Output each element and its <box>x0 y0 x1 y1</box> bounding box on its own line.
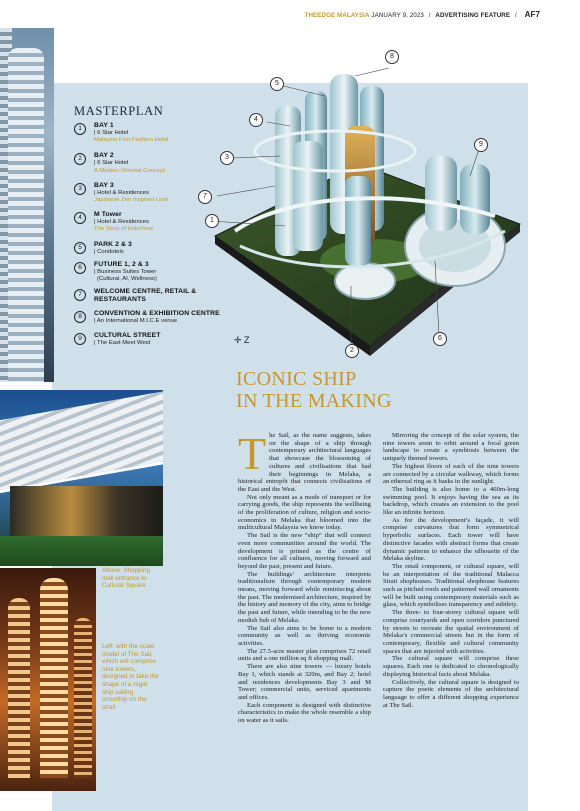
article-paragraph: The highest floors of each of the nine towers are connected by a circular walkway, which forms an ethereal ring as it basks in the sunlight. <box>383 462 519 486</box>
masterplan-item-type: | Business Suites Tower <box>94 268 157 275</box>
masterplan-item-name: CONVENTION & EXHIBITION CENTRE <box>94 310 220 318</box>
article-paragraph: The Sail is the new “ship” that will connect even more communities around the world. The development is primed as the centre of confluence for all cultures, moving forward and beyond the past, present and future. <box>238 532 371 570</box>
article-paragraph: There are also nine towers — luxury hotels Bay 1, which stands at 320m, and Bay 2; hotel and residences developments Bay 3 and M Tower; commercial units, serviced apartments and offices. <box>238 663 371 701</box>
page-number: AF7 <box>524 10 540 19</box>
masterplan-number: 1 <box>74 123 86 135</box>
masterplan-item-type: | Hotel & Residences <box>94 219 149 226</box>
article-paragraph: The buildings’ architecture interprets traditionalism through contemporary modern means, moving forward while reminiscing about the past. The modernised architecture, inspired by the history and memory of the city, aims to bridge the past and future, while intending to be the new modish hub of Melaka. <box>238 570 371 624</box>
masterplan-item-concept: (Cultural, AI, Wellness) <box>97 276 157 283</box>
article-column-1 <box>238 428 371 725</box>
feature-label: ADVERTISING FEATURE <box>435 12 511 19</box>
tower-photo <box>0 28 54 382</box>
article-paragraph: As for the development’s façade, it will comprise curvatures that form symmetrical hyperbolic surfaces. Each tower will have distinctive facades with abstract forms that create dynamic patterns to enhance the silhouette of the Melaka skyline. <box>383 516 519 563</box>
article-paragraph: Not only meant as a mode of transport or for carrying goods, the ship represents the wellbeing of the proliferation of culture, religion and socio-economics in Melaka that bloomed into the multicultural Malaysia we know today. <box>238 493 371 532</box>
masterplan-number: 8 <box>74 311 86 323</box>
publication-name: THEEDGE MALAYSIA <box>304 12 370 19</box>
drop-cap: T <box>238 428 267 479</box>
masterplan-item-name: BAY 3 <box>94 181 114 189</box>
render-callout-8: 8 <box>385 50 399 64</box>
masterplan-item-name: PARK 2 & 3 <box>94 240 132 248</box>
article-paragraph: The retail component, or cultural square, will be an interpretation of the traditional Malacca Strait shophouses. Traditional shophouse features such as pitched roofs and patterned wall ornaments will be built using contemporary materials such as glass, which symbolises transparency and subtlety. <box>383 562 519 609</box>
masterplan-item-concept: A Modern Oriental Concept <box>94 167 166 174</box>
masterplan-item-type: | Hotel & Residences <box>94 189 149 196</box>
caption-left: Left: with the scale model of The Sail, which will comprise nine towers, designed to take the shape of a regal ship sailing smoothly on the strait <box>102 643 159 711</box>
render-callout-7: 7 <box>198 190 212 204</box>
masterplan-item-type: | 6 Star Hotel <box>94 130 129 136</box>
mall-entrance-photo <box>0 390 163 566</box>
header-separator: / <box>514 12 517 19</box>
masterplan-item-concept: Japanese Zen Inspired Look <box>94 197 169 204</box>
article-paragraph: The building is also home to a 460m-long swimming pool. It enjoys having the sea as its backdrop, which creates an extension to the pool like an infinite horizon. <box>383 485 519 517</box>
page-header <box>305 10 540 19</box>
masterplan-title: MASTERPLAN <box>74 104 164 118</box>
render-callout-4: 4 <box>249 113 263 127</box>
masterplan-item-concept: The Story of Indochine <box>94 226 154 233</box>
article-paragraph: Collectively, the cultural square is designed to capture the poetic elements of the architectural language to offer a different shopping experience at The Sail. <box>383 678 519 709</box>
masterplan-number: 6 <box>74 262 86 274</box>
masterplan-item-concept: Malaysia First Fashion Hotel <box>94 137 169 144</box>
masterplan-number: 5 <box>74 242 86 254</box>
compass-marker: ✛ Z <box>234 335 250 345</box>
masterplan-item-name: CULTURAL STREET <box>94 332 161 340</box>
render-callout-5: 5 <box>270 77 284 91</box>
issue-date: JANUARY 9, 2023 <box>371 12 424 19</box>
headline-line-1: ICONIC SHIP <box>236 368 357 390</box>
masterplan-number: 7 <box>74 289 86 301</box>
masterplan-number: 2 <box>74 153 86 165</box>
article-paragraph: The Sail also aims to be home to a modern community as well as thriving economic activities. <box>238 624 371 647</box>
masterplan-item-name: FUTURE 1, 2 & 3 <box>94 260 149 268</box>
header-separator: / <box>428 12 431 19</box>
masterplan-item-type: | The East Meet West <box>94 340 151 347</box>
article-column-2 <box>383 432 519 709</box>
article-paragraph: The three- to four-storey cultural square will comprise courtyards and open corridors punctured by streets to recreate the spatial environment of Melaka’s commercial streets but in the form of contemporary, flexible and cultural community spaces that are injected with activities. <box>383 609 519 655</box>
render-callout-2: 2 <box>345 344 359 358</box>
article-paragraph: Each component is designed with distinctive characteristics to make the whole resemble a ship on water as it sails. <box>238 701 371 725</box>
masterplan-item-name: BAY 2 <box>94 152 114 160</box>
render-callout-3: 3 <box>220 151 234 165</box>
render-callout-6: 6 <box>433 332 447 346</box>
headline-line-2: IN THE MAKING <box>236 390 392 412</box>
article-headline <box>236 368 526 412</box>
article-paragraph: Mirroring the concept of the solar system, the nine towers seem to orbit around a focal green landscape to create a symbiosis between the uniquely themed towers. <box>383 432 519 463</box>
masterplan-item-type: | An International M.I.C.E venue <box>94 318 178 325</box>
article-paragraph: The cultural square will comprise three squares. Each one is dedicated to chronologically displaying historical facts about Melaka. <box>383 655 519 678</box>
caption-above: Above: Shopping mall entrance to Cultural Square <box>102 567 150 590</box>
render-callout-9: 9 <box>474 138 488 152</box>
masterplan-item-name: WELCOME CENTRE, RETAIL & RESTAURANTS <box>94 288 197 304</box>
scale-model-photo <box>0 568 96 791</box>
masterplan-number: 4 <box>74 212 86 224</box>
development-render <box>195 46 525 366</box>
article-paragraph: he Sail, as the name suggests, takes on the shape of a ship through contemporary architectural languages that showcase the blossoming of cultures and civilisations that had their beginnings in Melaka, a historical entrepôt that connects civilisations of the East and the West. <box>238 432 371 493</box>
masterplan-item-type: | Condotels <box>94 248 124 255</box>
article-paragraph: The 27.5-acre master plan comprises 72 retail units and a one million sq ft shopping mall. <box>238 647 371 663</box>
masterplan-number: 3 <box>74 183 86 195</box>
masterplan-number: 9 <box>74 333 86 345</box>
compass-label: Z <box>244 335 250 345</box>
render-callout-1: 1 <box>205 214 219 228</box>
masterplan-item-name: M Tower <box>94 211 122 219</box>
masterplan-item-name: BAY 1 <box>94 122 114 129</box>
masterplan-item-type: | 6 Star Hotel <box>94 160 129 167</box>
